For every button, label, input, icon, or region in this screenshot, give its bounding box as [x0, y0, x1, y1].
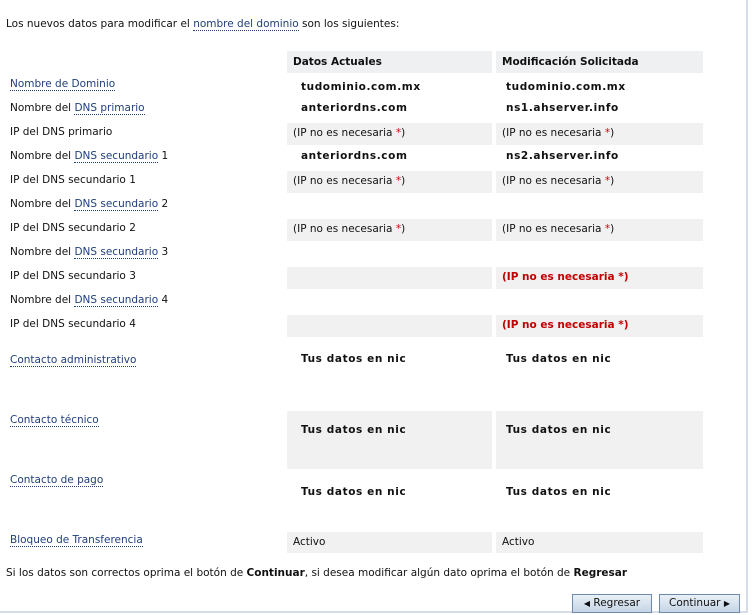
label-admin-contact: [10, 354, 136, 366]
dns-primary-requested-value: ns1.ahserver.info: [506, 102, 619, 114]
label-dns-primary-name: Nombre del DNS primario: [10, 102, 145, 114]
dns-secondary-1-link[interactable]: DNS secundario: [74, 150, 159, 162]
intro-text: Los nuevos datos para modificar el nombre del dominio son los siguientes:: [6, 18, 400, 30]
back-button[interactable]: ◀ Regresar: [572, 594, 652, 613]
payment-contact-link[interactable]: Contacto de pago: [10, 474, 104, 486]
label-tech-contact: [10, 414, 99, 426]
arrow-right-icon: ▶: [723, 599, 730, 608]
label-dns-secondary-2-ip: IP del DNS secundario 2: [10, 222, 136, 234]
tech-contact-requested: Tus datos en nic: [496, 411, 703, 469]
transfer-lock-current: Activo: [287, 532, 492, 553]
label-dns-secondary-1-name: Nombre del DNS secundario 1: [10, 150, 169, 162]
admin-contact-current: Tus datos en nic: [301, 353, 407, 365]
payment-contact-requested: Tus datos en nic: [506, 486, 612, 498]
tech-contact-current: Tus datos en nic: [287, 411, 492, 469]
domain-current-value: tudominio.com.mx: [301, 81, 421, 93]
admin-contact-requested: Tus datos en nic: [506, 353, 612, 365]
dns-secondary-1-ip-current: (IP no es necesaria *): [287, 171, 492, 193]
dns-secondary-2-ip-current: (IP no es necesaria *): [287, 219, 492, 241]
payment-contact-current: Tus datos en nic: [301, 486, 407, 498]
dns-primary-ip-requested: (IP no es necesaria *): [496, 123, 703, 145]
domain-name-help-link[interactable]: nombre del dominio: [193, 18, 299, 30]
transfer-lock-requested: Activo: [496, 532, 703, 553]
label-dns-secondary-4-name: Nombre del DNS secundario 4: [10, 294, 169, 306]
label-payment-contact: [10, 474, 103, 486]
dns-secondary-2-ip-requested: (IP no es necesaria *): [496, 219, 703, 241]
dns-secondary-4-ip-current: [287, 315, 492, 337]
header-current-data: Datos Actuales: [287, 51, 492, 73]
dns-secondary-3-ip-current: [287, 267, 492, 289]
admin-contact-link[interactable]: Contacto administrativo: [10, 354, 137, 366]
dns-secondary-3-link[interactable]: DNS secundario: [74, 246, 159, 258]
label-transfer-lock: [10, 534, 143, 546]
dns-secondary-2-link[interactable]: DNS secundario: [74, 198, 159, 210]
dns-primary-ip-current: (IP no es necesaria *): [287, 123, 492, 145]
arrow-left-icon: ◀: [583, 599, 591, 608]
header-requested-change: Modificación Solicitada: [496, 51, 703, 73]
dns-secondary-1-requested-value: ns2.ahserver.info: [506, 150, 619, 162]
dns-secondary-1-current-value: anteriordns.com: [301, 150, 408, 162]
label-dns-secondary-3-ip: IP del DNS secundario 3: [10, 270, 136, 282]
dns-primary-link[interactable]: DNS primario: [74, 102, 145, 114]
dns-secondary-4-ip-requested: (IP no es necesaria *): [496, 315, 703, 337]
domain-requested-value: tudominio.com.mx: [506, 81, 626, 93]
dns-secondary-1-ip-requested: (IP no es necesaria *): [496, 171, 703, 193]
label-dns-secondary-4-ip: IP del DNS secundario 4: [10, 318, 136, 330]
footer-instructions: Si los datos son correctos oprima el botón de Continuar, si desea modificar algún dato oprima el botón de Regresar: [6, 567, 628, 579]
transfer-lock-link[interactable]: Bloqueo de Transferencia: [10, 534, 143, 546]
tech-contact-link[interactable]: Contacto técnico: [10, 414, 99, 426]
label-dns-primary-ip: IP del DNS primario: [10, 126, 113, 138]
label-dns-secondary-1-ip: IP del DNS secundario 1: [10, 174, 136, 186]
dns-secondary-4-link[interactable]: DNS secundario: [74, 294, 159, 306]
dns-secondary-3-ip-requested: (IP no es necesaria *): [496, 267, 703, 289]
label-dns-secondary-2-name: Nombre del DNS secundario 2: [10, 198, 169, 210]
label-dns-secondary-3-name: Nombre del DNS secundario 3: [10, 246, 169, 258]
dns-primary-current-value: anteriordns.com: [301, 102, 408, 114]
continue-button[interactable]: Continuar ▶: [659, 594, 740, 613]
domain-name-link[interactable]: Nombre de Dominio: [10, 78, 116, 90]
label-domain-name: [10, 78, 115, 90]
